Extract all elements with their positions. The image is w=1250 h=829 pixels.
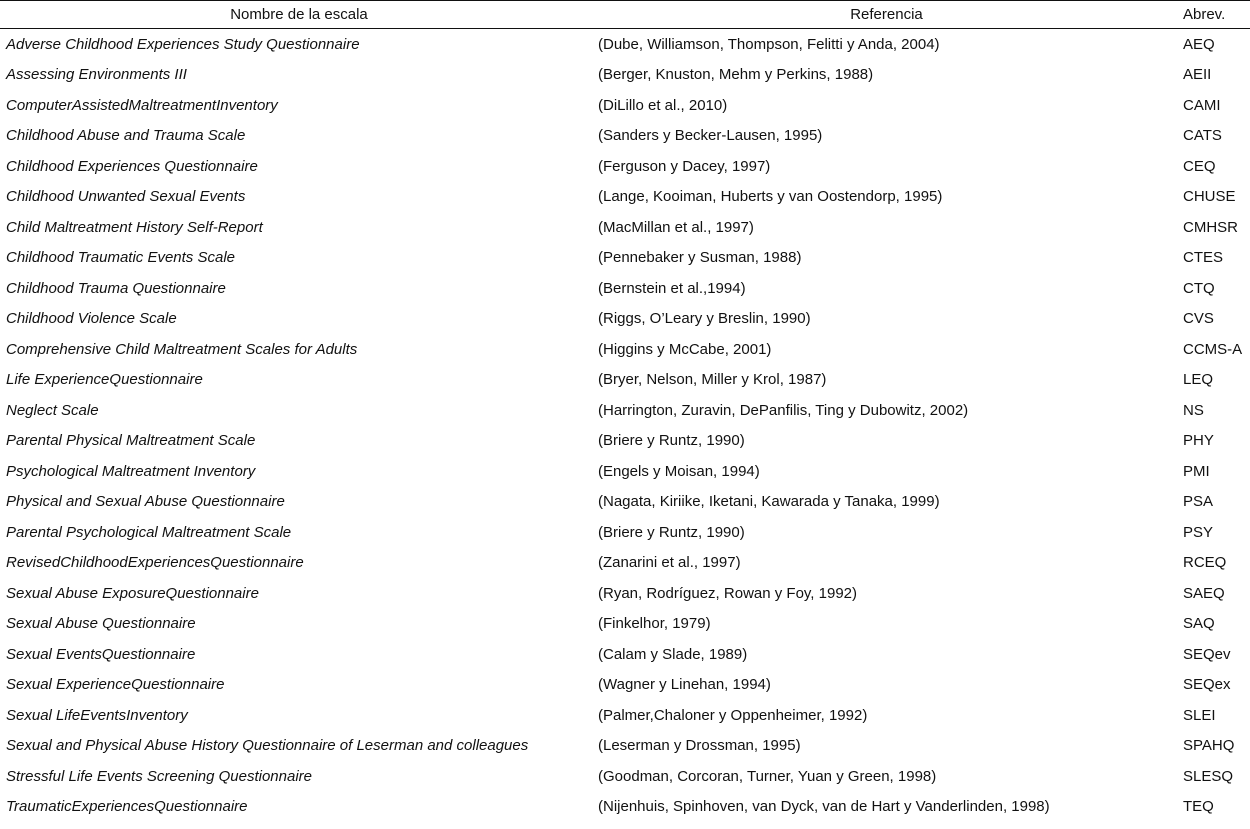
- reference-cell: (Ferguson y Dacey, 1997): [598, 157, 771, 175]
- table-row: [0, 273, 1250, 304]
- scale-name-cell: Sexual Abuse Questionnaire: [6, 615, 196, 633]
- abbrev-cell: CMHSR: [1183, 218, 1238, 236]
- scale-name-cell: Life ExperienceQuestionnaire: [6, 371, 203, 389]
- reference-cell: (Harrington, Zuravin, DePanfilis, Ting y Dubowitz, 2002): [598, 401, 969, 419]
- table-row: [0, 334, 1250, 365]
- abbrev-cell: PSA: [1183, 493, 1214, 511]
- reference-cell: (Engels y Moisan, 1994): [598, 462, 760, 480]
- table-row: [0, 639, 1250, 670]
- table-row: [0, 517, 1250, 548]
- table-row: [0, 700, 1250, 731]
- reference-cell: (Riggs, O’Leary y Breslin, 1990): [598, 310, 811, 328]
- abbrev-cell: SEQex: [1183, 676, 1231, 694]
- table-row: [0, 304, 1250, 335]
- table-row: [0, 121, 1250, 152]
- abbrev-cell: SLEI: [1183, 706, 1216, 724]
- abbrev-cell: CHUSE: [1183, 188, 1236, 206]
- scale-name-cell: Psychological Maltreatment Inventory: [6, 462, 256, 480]
- reference-cell: (Leserman y Drossman, 1995): [598, 737, 801, 755]
- abbrev-cell: CEQ: [1183, 157, 1216, 175]
- scale-name-cell: Sexual ExperienceQuestionnaire: [6, 676, 225, 694]
- reference-cell: (Bryer, Nelson, Miller y Krol, 1987): [598, 371, 827, 389]
- abbrev-cell: CVS: [1183, 310, 1214, 328]
- abbrev-cell: AEQ: [1183, 35, 1215, 53]
- header-reference: Referencia: [598, 1, 1175, 29]
- abbrev-cell: RCEQ: [1183, 554, 1227, 572]
- header-name: Nombre de la escala: [0, 1, 598, 29]
- reference-cell: (Wagner y Linehan, 1994): [598, 676, 771, 694]
- scale-name-cell: Neglect Scale: [6, 401, 99, 419]
- abbrev-cell: PMI: [1183, 462, 1210, 480]
- scale-name-cell: Childhood Experiences Questionnaire: [6, 157, 258, 175]
- scale-name-cell: Childhood Violence Scale: [6, 310, 177, 328]
- scale-name-cell: Sexual EventsQuestionnaire: [6, 645, 196, 663]
- scale-name-cell: Comprehensive Child Maltreatment Scales for Adults: [6, 340, 358, 358]
- reference-cell: (Briere y Runtz, 1990): [598, 523, 745, 541]
- scale-name-cell: Physical and Sexual Abuse Questionnaire: [6, 493, 285, 511]
- table-row: [0, 182, 1250, 213]
- abbrev-cell: CTQ: [1183, 279, 1215, 297]
- table-row: [0, 761, 1250, 792]
- table-row: [0, 90, 1250, 121]
- reference-cell: (Lange, Kooiman, Huberts y van Oostendorp, 1995): [598, 188, 943, 206]
- reference-cell: (Sanders y Becker-Lausen, 1995): [598, 127, 823, 145]
- table-row: [0, 548, 1250, 579]
- reference-cell: (Calam y Slade, 1989): [598, 645, 748, 663]
- abbrev-cell: SLESQ: [1183, 767, 1234, 785]
- scale-name-cell: Parental Psychological Maltreatment Scale: [6, 523, 292, 541]
- table-row: [0, 395, 1250, 426]
- scale-name-cell: Parental Physical Maltreatment Scale: [6, 432, 256, 450]
- table-row: [0, 60, 1250, 91]
- reference-cell: (Berger, Knuston, Mehm y Perkins, 1988): [598, 66, 874, 84]
- table-row: [0, 426, 1250, 457]
- reference-cell: (Finkelhor, 1979): [598, 615, 711, 633]
- header-abbrev: Abrev.: [1175, 1, 1250, 29]
- scale-name-cell: Stressful Life Events Screening Questionnaire: [6, 767, 312, 785]
- abbrev-cell: CATS: [1183, 127, 1222, 145]
- table-header: [0, 1, 1250, 29]
- abbrev-cell: SPAHQ: [1183, 737, 1235, 755]
- scale-name-cell: RevisedChildhoodExperiencesQuestionnaire: [6, 554, 304, 572]
- abbrev-cell: LEQ: [1183, 371, 1214, 389]
- reference-cell: (Nijenhuis, Spinhoven, van Dyck, van de Hart y Vanderlinden, 1998): [598, 798, 1050, 816]
- table-row: [0, 212, 1250, 243]
- table-row: [0, 578, 1250, 609]
- abbrev-cell: TEQ: [1183, 798, 1214, 816]
- reference-cell: (Nagata, Kiriike, Iketani, Kawarada y Tanaka, 1999): [598, 493, 940, 511]
- scale-name-cell: Sexual and Physical Abuse History Questionnaire of Leserman and colleagues: [6, 737, 529, 755]
- scale-name-cell: Assessing Environments III: [6, 66, 187, 84]
- table-body: [0, 29, 1250, 823]
- abbrev-cell: SEQev: [1183, 645, 1231, 663]
- abbrev-cell: CTES: [1183, 249, 1224, 267]
- header-row: [0, 1, 1250, 29]
- abbrev-cell: AEII: [1183, 66, 1212, 84]
- table-row: [0, 731, 1250, 762]
- reference-cell: (Ryan, Rodríguez, Rowan y Foy, 1992): [598, 584, 858, 602]
- reference-cell: (MacMillan et al., 1997): [598, 218, 754, 236]
- table-row: [0, 456, 1250, 487]
- reference-cell: (Bernstein et al.,1994): [598, 279, 746, 297]
- reference-cell: (Dube, Williamson, Thompson, Felitti y Anda, 2004): [598, 35, 940, 53]
- scale-name-cell: Sexual Abuse ExposureQuestionnaire: [6, 584, 259, 602]
- abbrev-cell: PSY: [1183, 523, 1214, 541]
- scale-name-cell: TraumaticExperiencesQuestionnaire: [6, 798, 248, 816]
- scale-name-cell: ComputerAssistedMaltreatmentInventory: [6, 96, 278, 114]
- scale-name-cell: Childhood Abuse and Trauma Scale: [6, 127, 246, 145]
- reference-cell: (Higgins y McCabe, 2001): [598, 340, 772, 358]
- abbrev-cell: NS: [1183, 401, 1204, 419]
- table-row: [0, 243, 1250, 274]
- scale-name-cell: Sexual LifeEventsInventory: [6, 706, 188, 724]
- table-row: [0, 29, 1250, 60]
- reference-cell: (DiLillo et al., 2010): [598, 96, 728, 114]
- reference-cell: (Palmer,Chaloner y Oppenheimer, 1992): [598, 706, 868, 724]
- scale-name-cell: Child Maltreatment History Self-Report: [6, 218, 263, 236]
- table-row: [0, 670, 1250, 701]
- reference-cell: (Pennebaker y Susman, 1988): [598, 249, 802, 267]
- abbrev-cell: PHY: [1183, 432, 1214, 450]
- table-row: [0, 151, 1250, 182]
- table-row: [0, 365, 1250, 396]
- scale-name-cell: Childhood Unwanted Sexual Events: [6, 188, 246, 206]
- table-row: [0, 487, 1250, 518]
- abbrev-cell: CAMI: [1183, 96, 1221, 114]
- abbrev-cell: CCMS-A: [1183, 340, 1243, 358]
- abbrev-cell: SAEQ: [1183, 584, 1225, 602]
- scale-name-cell: Childhood Trauma Questionnaire: [6, 279, 226, 297]
- reference-cell: (Zanarini et al., 1997): [598, 554, 741, 572]
- scale-name-cell: Childhood Traumatic Events Scale: [6, 249, 235, 267]
- reference-cell: (Briere y Runtz, 1990): [598, 432, 745, 450]
- table-row: [0, 792, 1250, 823]
- scale-name-cell: Adverse Childhood Experiences Study Questionnaire: [6, 35, 360, 53]
- table-row: [0, 609, 1250, 640]
- abbrev-cell: SAQ: [1183, 615, 1215, 633]
- reference-cell: (Goodman, Corcoran, Turner, Yuan y Green, 1998): [598, 767, 937, 785]
